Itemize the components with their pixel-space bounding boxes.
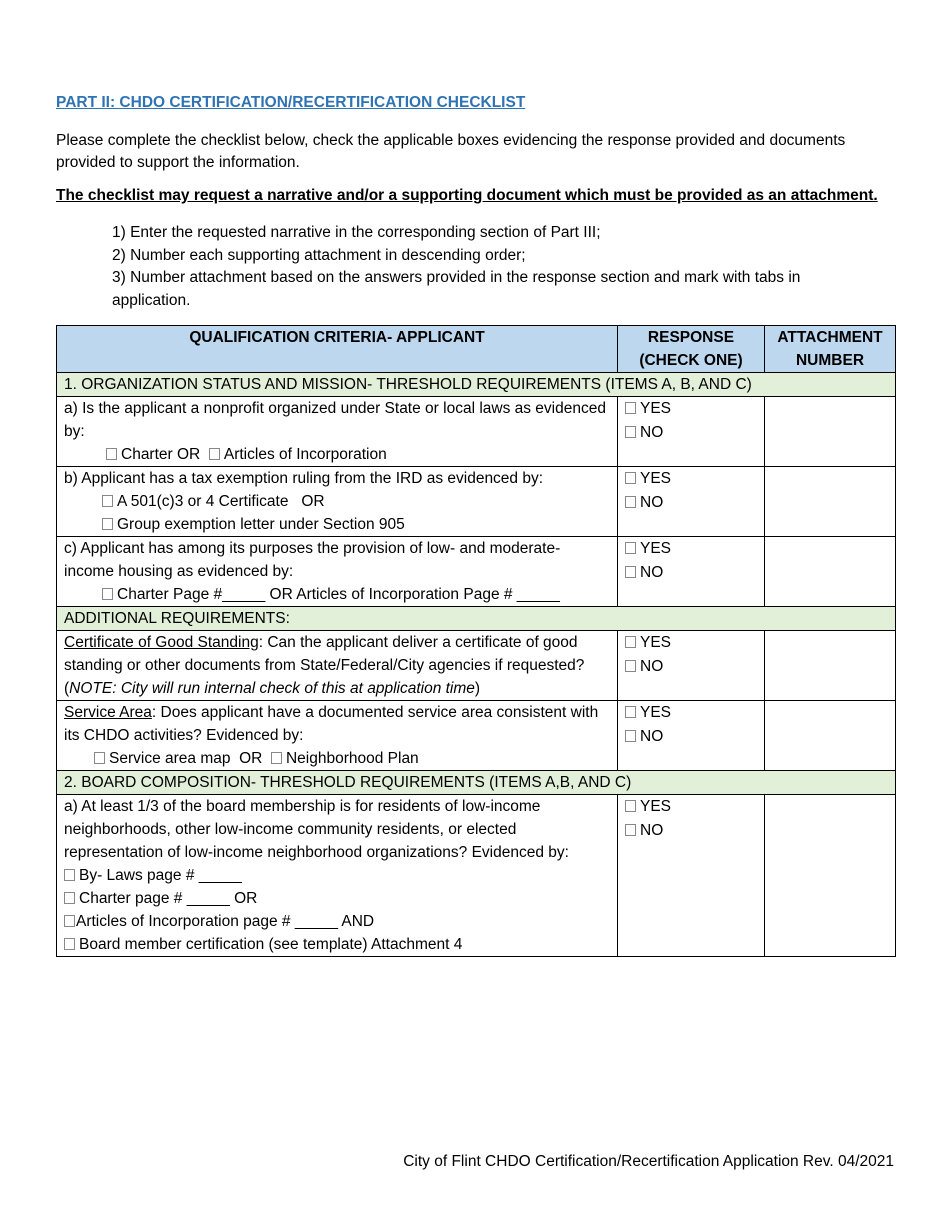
checkbox[interactable] [625,426,636,438]
criteria-cell [57,795,618,957]
no-option [625,421,757,445]
criteria-question: a) Is the applicant a nonprofit organized under State or local laws as evidenced by: [64,400,606,440]
criteria-cell [57,467,618,537]
option-label: Board member certification (see template) Attachment 4 [79,936,463,953]
attachment-header-line: ATTACHMENT [777,329,883,346]
evidence-options [64,443,610,466]
criteria-question: c) Applicant has among its purposes the provision of low- and moderate-income housing as evidenced by: [64,540,561,580]
evidence-option [64,864,610,887]
checkbox[interactable] [625,800,636,812]
checkbox[interactable] [625,566,636,578]
option-label: Charter OR [121,446,201,463]
response-cell [618,537,765,607]
table-row [57,795,896,957]
yes-option [625,467,757,491]
checkbox[interactable] [64,892,75,904]
response-cell [618,397,765,467]
no-label: NO [640,564,664,581]
criteria-question: a) At least 1/3 of the board membership is for residents of low-income neighborhoods, other low-income community residents, or elected representation of low-income neighborhood organizations? Evidenced by: [64,798,569,861]
checkbox[interactable] [625,542,636,554]
section-2-heading: 2. BOARD COMPOSITION- THRESHOLD REQUIREMENTS (ITEMS A,B, AND C) [57,771,896,795]
evidence-option [64,490,610,513]
criteria-text: : Can the applicant deliver a certificate of good standing or other documents from State/Federal/City agencies if requested? ( [64,634,585,697]
attachment-cell[interactable] [765,467,896,537]
criteria-cell [57,537,618,607]
option-label: Group exemption letter under Section 905 [117,516,405,533]
criteria-text: : Does applicant have a documented service area consistent with its CHDO activities? Evidenced by: [64,704,599,744]
attachment-cell[interactable] [765,537,896,607]
criteria-question: b) Applicant has a tax exemption ruling from the IRD as evidenced by: [64,470,544,487]
step-item: 1) Enter the requested narrative in the corresponding section of Part III; [112,224,601,241]
no-label: NO [640,494,664,511]
criteria-close: ) [474,680,481,697]
yes-option [625,795,757,819]
criteria-term: Certificate of Good Standing [64,634,259,651]
yes-label: YES [640,400,672,417]
criteria-cell [57,701,618,771]
section-row [57,607,896,631]
section-row [57,771,896,795]
evidence-option [64,513,610,536]
option-label: Service area map OR [109,750,263,767]
no-option [625,655,757,679]
checkbox[interactable] [102,518,113,530]
no-option [625,725,757,749]
criteria-cell [57,397,618,467]
no-option [625,819,757,843]
option-label: A 501(c)3 or 4 Certificate OR [117,493,325,510]
response-header-line: (CHECK ONE) [639,352,743,369]
table-row [57,701,896,771]
checkbox[interactable] [106,448,117,460]
section-1-heading: 1. ORGANIZATION STATUS AND MISSION- THRESHOLD REQUIREMENTS (ITEMS A, B, AND C) [57,373,896,397]
checkbox[interactable] [625,496,636,508]
table-row [57,537,896,607]
checkbox[interactable] [64,869,75,881]
checkbox[interactable] [94,752,105,764]
no-option [625,491,757,515]
attachment-header-line: NUMBER [795,352,865,369]
no-label: NO [640,424,664,441]
evidence-option [64,887,610,910]
no-label: NO [640,658,664,675]
table-row [57,631,896,701]
evidence-options [64,747,610,770]
table-row [57,397,896,467]
yes-label: YES [640,798,672,815]
option-label: Charter page # _____ OR [79,890,258,907]
criteria-header: QUALIFICATION CRITERIA- APPLICANT [57,326,618,373]
checkbox[interactable] [625,706,636,718]
intro-paragraph: Please complete the checklist below, check the applicable boxes evidencing the response provided and documents provided to support the information. [56,132,846,171]
checkbox[interactable] [64,915,75,927]
yes-label: YES [640,704,672,721]
section-row [57,373,896,397]
attachment-note: The checklist may request a narrative and/or a supporting document which must be provided as an attachment. [56,187,878,204]
checkbox[interactable] [271,752,282,764]
checkbox[interactable] [102,588,113,600]
yes-label: YES [640,540,672,557]
checkbox[interactable] [625,824,636,836]
criteria-cell [57,631,618,701]
no-option [625,561,757,585]
yes-option [625,701,757,725]
option-label: Articles of Incorporation [223,446,387,463]
table-row [57,467,896,537]
evidence-option [64,933,610,956]
response-header-line: RESPONSE [647,329,735,346]
no-label: NO [640,728,664,745]
no-label: NO [640,822,664,839]
checkbox[interactable] [102,495,113,507]
yes-option [625,397,757,421]
criteria-note: NOTE: City will run internal check of this at application time [69,680,475,697]
checklist-table [56,325,896,957]
option-label: Charter Page #_____ OR Articles of Incorporation Page # _____ [117,586,560,603]
option-label: By- Laws page # _____ [79,867,242,884]
step-item: 2) Number each supporting attachment in descending order; [112,246,526,264]
response-header [618,326,765,373]
response-cell [618,701,765,771]
checkbox[interactable] [625,636,636,648]
yes-label: YES [640,634,672,651]
attachment-cell[interactable] [765,795,896,957]
checkbox[interactable] [209,448,220,460]
attachment-cell[interactable] [765,701,896,771]
checkbox[interactable] [625,660,636,672]
instruction-steps [112,222,852,312]
attachment-cell[interactable] [765,397,896,467]
table-header-row [57,326,896,373]
step-item: 3) Number attachment based on the answers provided in the response section and mark with tabs in application. [112,269,801,309]
additional-requirements-heading: ADDITIONAL REQUIREMENTS: [57,607,896,631]
yes-option [625,631,757,655]
checkbox[interactable] [625,730,636,742]
option-label: Neighborhood Plan [285,750,419,767]
response-cell [618,631,765,701]
page-title: PART II: CHDO CERTIFICATION/RECERTIFICATION CHECKLIST [56,94,526,111]
attachment-cell[interactable] [765,631,896,701]
response-cell [618,795,765,957]
evidence-option [64,583,610,606]
checkbox[interactable] [64,938,75,950]
evidence-option [64,910,610,933]
attachment-header [765,326,896,373]
response-cell [618,467,765,537]
criteria-question [64,701,610,747]
yes-label: YES [640,470,672,487]
yes-option [625,537,757,561]
option-label: Articles of Incorporation page # _____ AND [76,913,375,930]
footer-text: City of Flint CHDO Certification/Recertification Application Rev. 04/2021 [403,1153,894,1170]
criteria-term: Service Area [64,704,152,721]
checkbox[interactable] [625,472,636,484]
checkbox[interactable] [625,402,636,414]
